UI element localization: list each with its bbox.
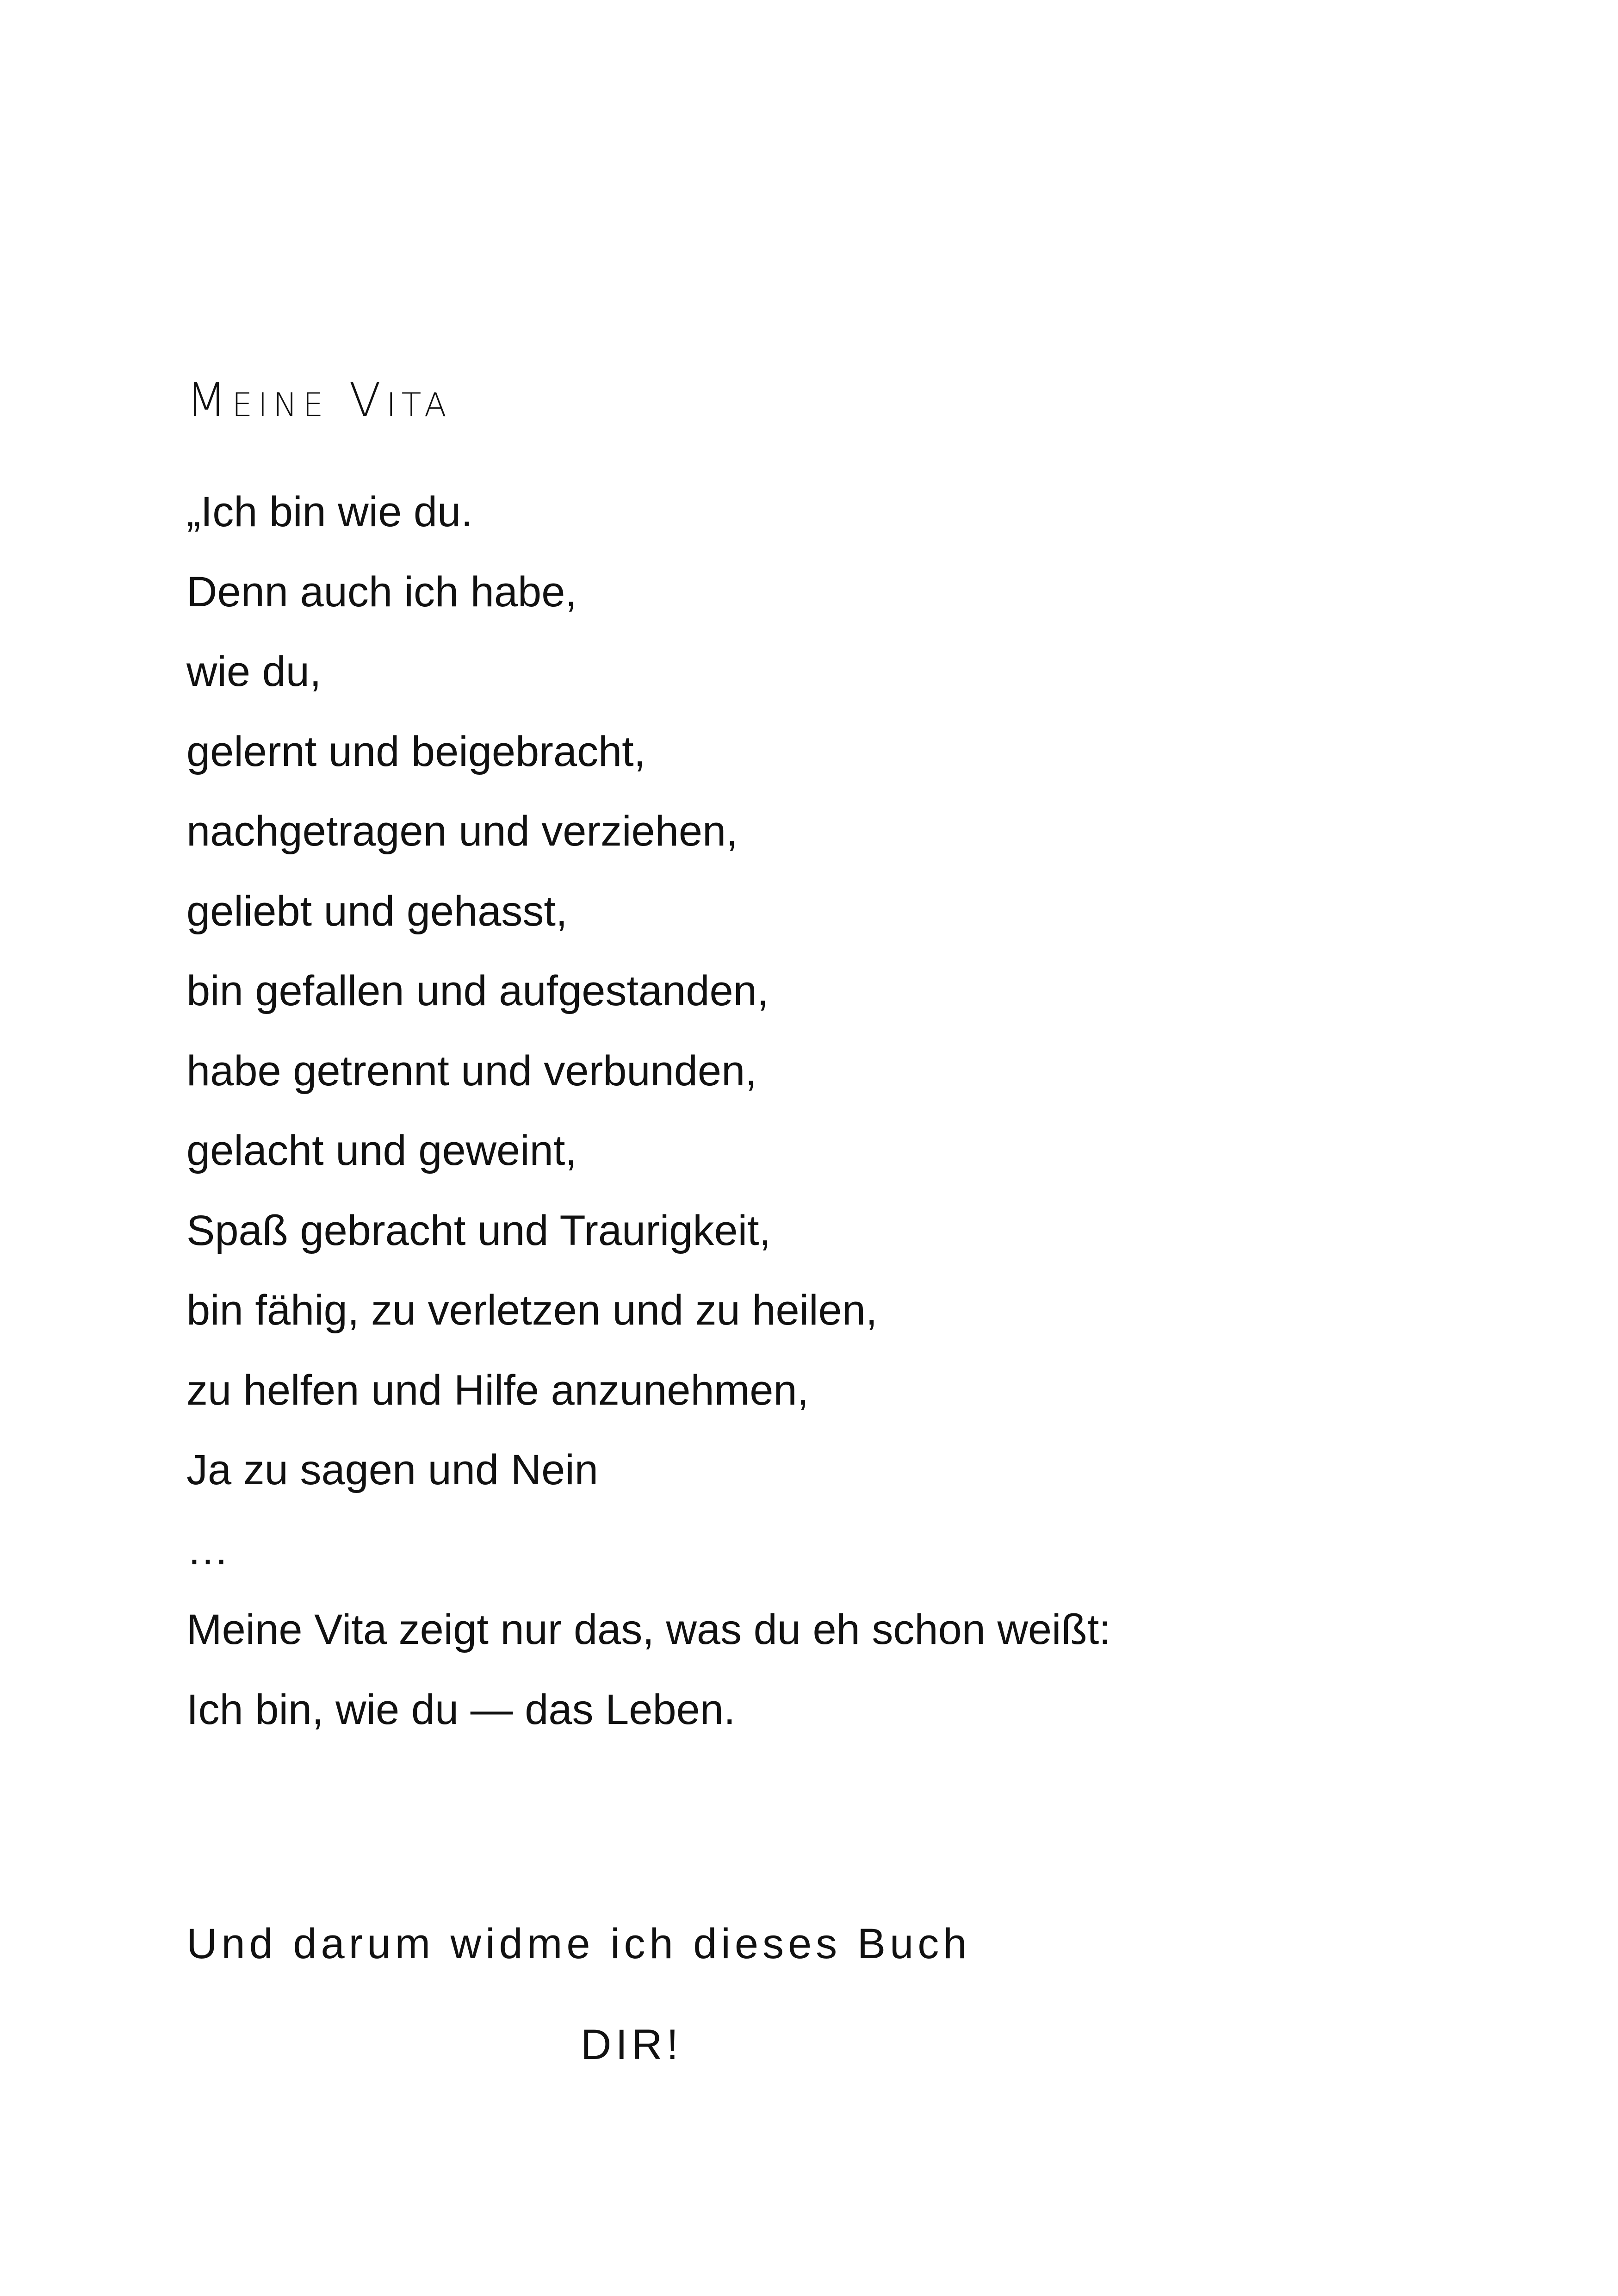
poem-line: Ja zu sagen und Nein <box>186 1446 598 1493</box>
poem-line: bin fähig, zu verletzen und zu heilen, <box>186 1287 878 1334</box>
poem-line: Ich bin, wie du — das Leben. <box>186 1686 736 1733</box>
poem-line: nachgetragen und verziehen, <box>186 808 738 855</box>
poem-line: habe getrennt und verbunden, <box>186 1047 757 1095</box>
poem-line: geliebt und gehasst, <box>186 887 568 935</box>
poem-line: wie du, <box>186 648 322 695</box>
poem-line: … <box>186 1526 229 1574</box>
poem-line: gelacht und geweint, <box>186 1127 577 1174</box>
poem <box>186 472 1111 1749</box>
page-title: Meine Vita <box>186 373 452 427</box>
poem-line: gelernt und beigebracht, <box>186 728 646 775</box>
poem-line: Meine Vita zeigt nur das, was du eh schon weißt: <box>186 1606 1111 1653</box>
poem-line: zu helfen und Hilfe anzunehmen, <box>186 1366 809 1414</box>
poem-line: „Ich bin wie du. <box>186 488 473 535</box>
dedication-text: Und darum widme ich dieses Buch <box>186 1920 971 1967</box>
poem-line: Spaß gebracht und Traurigkeit, <box>186 1207 771 1254</box>
dedication-target: DIR! <box>581 2021 682 2068</box>
poem-line: bin gefallen und aufgestanden, <box>186 967 769 1014</box>
poem-line: Denn auch ich habe, <box>186 568 577 616</box>
